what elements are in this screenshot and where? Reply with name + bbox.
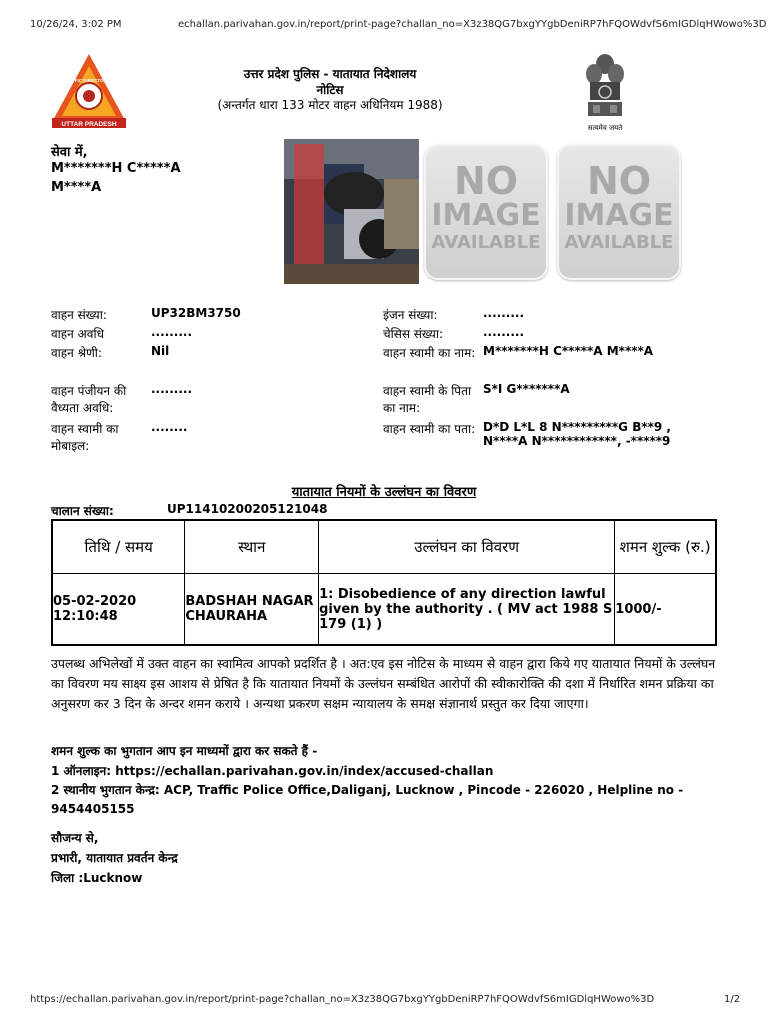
violation-description: 1: Disobedience of any direction lawful given by the authority . ( MV act 1988 S 179 (1) ) bbox=[319, 574, 615, 646]
field-value: ......... bbox=[483, 306, 525, 320]
header-line2: नोटिस bbox=[316, 83, 344, 97]
field-label: वाहन श्रेणी: bbox=[51, 346, 102, 360]
field-value: ........ bbox=[151, 420, 188, 434]
emblem-caption: सत्यमेव जयते bbox=[587, 124, 623, 132]
column-header: स्थान bbox=[185, 520, 319, 574]
no-image-placeholder bbox=[557, 144, 681, 280]
evidence-photo bbox=[284, 139, 419, 284]
header-line3: (अन्तर्गत धारा 133 मोटर वाहन अधिनियम 1988) bbox=[217, 98, 443, 112]
field-label: वाहन स्वामी का नाम: bbox=[383, 346, 476, 360]
vehicle-details-left bbox=[51, 306, 371, 458]
field-label: वाहन स्वामी का पता: bbox=[383, 422, 476, 436]
field-label: चेसिस संख्या: bbox=[383, 327, 444, 341]
violation-heading: यातायात नियमों के उल्लंघन का विवरण bbox=[291, 485, 477, 500]
header-line1: उत्तर प्रदेश पुलिस - यातायात निदेशालय bbox=[243, 67, 417, 81]
field-value: ......... bbox=[151, 382, 193, 396]
field-value: Nil bbox=[151, 344, 170, 358]
payment-heading: शमन शुल्क का भुगतान आप इन माध्यमों द्वारा कर सकते हैं - bbox=[51, 744, 318, 758]
violation-place: BADSHAH NAGAR CHAURAHA bbox=[185, 574, 319, 646]
signature-line3: जिला :Lucknow bbox=[51, 871, 143, 885]
logo-top-text: TRAFFIC DIRECTORATE bbox=[62, 78, 116, 83]
field-label: इंजन संख्या: bbox=[383, 308, 438, 322]
violation-fee: 1000/- bbox=[615, 574, 716, 646]
print-url-bottom: https://echallan.parivahan.gov.in/report/print-page?challan_no=X3z38QG7bxgYYgbDeniRP7hFQOWdvfS6mIGDlqHWowo%3D bbox=[30, 994, 655, 1005]
field-value: M*******H C*****A M****A bbox=[483, 344, 654, 358]
national-emblem bbox=[580, 52, 630, 132]
payment-local: 2 स्थानीय भुगतान केन्द्र: ACP, Traffic Police Office,Daliganj, Lucknow , Pincode - 226020 , Helpline no - 9454405155 bbox=[51, 783, 684, 816]
field-label: वाहन संख्या: bbox=[51, 308, 107, 322]
no-image-text: AVAILABLE bbox=[431, 232, 541, 253]
no-image-text: IMAGE bbox=[564, 198, 674, 233]
addressee-name1: M*******H C*****A bbox=[51, 161, 181, 176]
vehicle-details-right bbox=[383, 306, 713, 458]
field-value: S*I G*******A bbox=[483, 382, 570, 396]
column-header: शमन शुल्क (रु.) bbox=[615, 520, 716, 574]
notice-paragraph: उपलब्ध अभिलेखों में उक्त वाहन का स्वामित्व आपको प्रदर्शित है । अत:एव इस नोटिस के माध्यम से वाहन द्वारा किये गए यातायात नियमों के उल्लंघन का विवरण मय साक्ष्य इस आशय से प्रेषित है कि यातायात नियमों के उल्लंघन सम्बंधित आरोपों की स्वीकारोक्ति की दशा में निर्धारित शमन प्रक्रिया का अनुसरण कर 3 दिन के अन्दर शमन कराये । अन्यथा प्रकरण सक्षम न्यायालय के समक्ष संज्ञानार्थ प्रस्तुत कर दिया जाएगा। bbox=[51, 656, 716, 711]
page-number: 1/2 bbox=[724, 994, 741, 1005]
field-value: UP32BM3750 bbox=[151, 306, 241, 320]
traffic-directorate-logo bbox=[50, 52, 128, 130]
field-label: वाहन अवधि bbox=[51, 327, 104, 341]
field-value: ......... bbox=[483, 325, 525, 339]
violation-datetime: 05-02-2020 12:10:48 bbox=[52, 574, 185, 646]
challan-number: UP11410200205121048 bbox=[167, 502, 328, 516]
no-image-text: NO bbox=[586, 159, 652, 203]
field-value: ......... bbox=[151, 325, 193, 339]
no-image-text: AVAILABLE bbox=[564, 232, 674, 253]
no-image-text: IMAGE bbox=[431, 198, 541, 233]
no-image-placeholder bbox=[424, 144, 548, 280]
field-label: वाहन स्वामी के पिता का नाम: bbox=[383, 384, 472, 415]
addressee-salutation: सेवा में, bbox=[51, 145, 88, 160]
print-url-top: echallan.parivahan.gov.in/report/print-page?challan_no=X3z38QG7bxgYYgbDeniRP7hFQOWdvfS6mIGDlqHWowo%3D bbox=[178, 19, 767, 30]
field-label: वाहन स्वामी का मोबाइल: bbox=[51, 422, 119, 453]
field-value: D*D L*L 8 N*********G B**9 , N****A N************, -*****9 bbox=[483, 420, 671, 448]
signature-line2: प्रभारी, यातायात प्रवर्तन केन्द्र bbox=[51, 851, 178, 865]
payment-online[interactable]: 1 ऑनलाइन: https://echallan.parivahan.gov.in/index/accused-challan bbox=[51, 764, 494, 778]
challan-label: चालान संख्या: bbox=[51, 504, 114, 518]
signature-line1: सौजन्य से, bbox=[51, 831, 99, 845]
table-row bbox=[52, 574, 716, 646]
logo-bottom-text: UTTAR PRADESH bbox=[61, 121, 117, 128]
addressee-name2: M****A bbox=[51, 180, 102, 195]
column-header: तिथि / समय bbox=[52, 520, 185, 574]
print-timestamp: 10/26/24, 3:02 PM bbox=[30, 19, 122, 30]
field-label: वाहन पंजीयन की वैध्यता अवधि: bbox=[51, 384, 127, 415]
no-image-text: NO bbox=[453, 159, 519, 203]
column-header: उल्लंघन का विवरण bbox=[319, 520, 615, 574]
violation-table bbox=[51, 519, 717, 646]
